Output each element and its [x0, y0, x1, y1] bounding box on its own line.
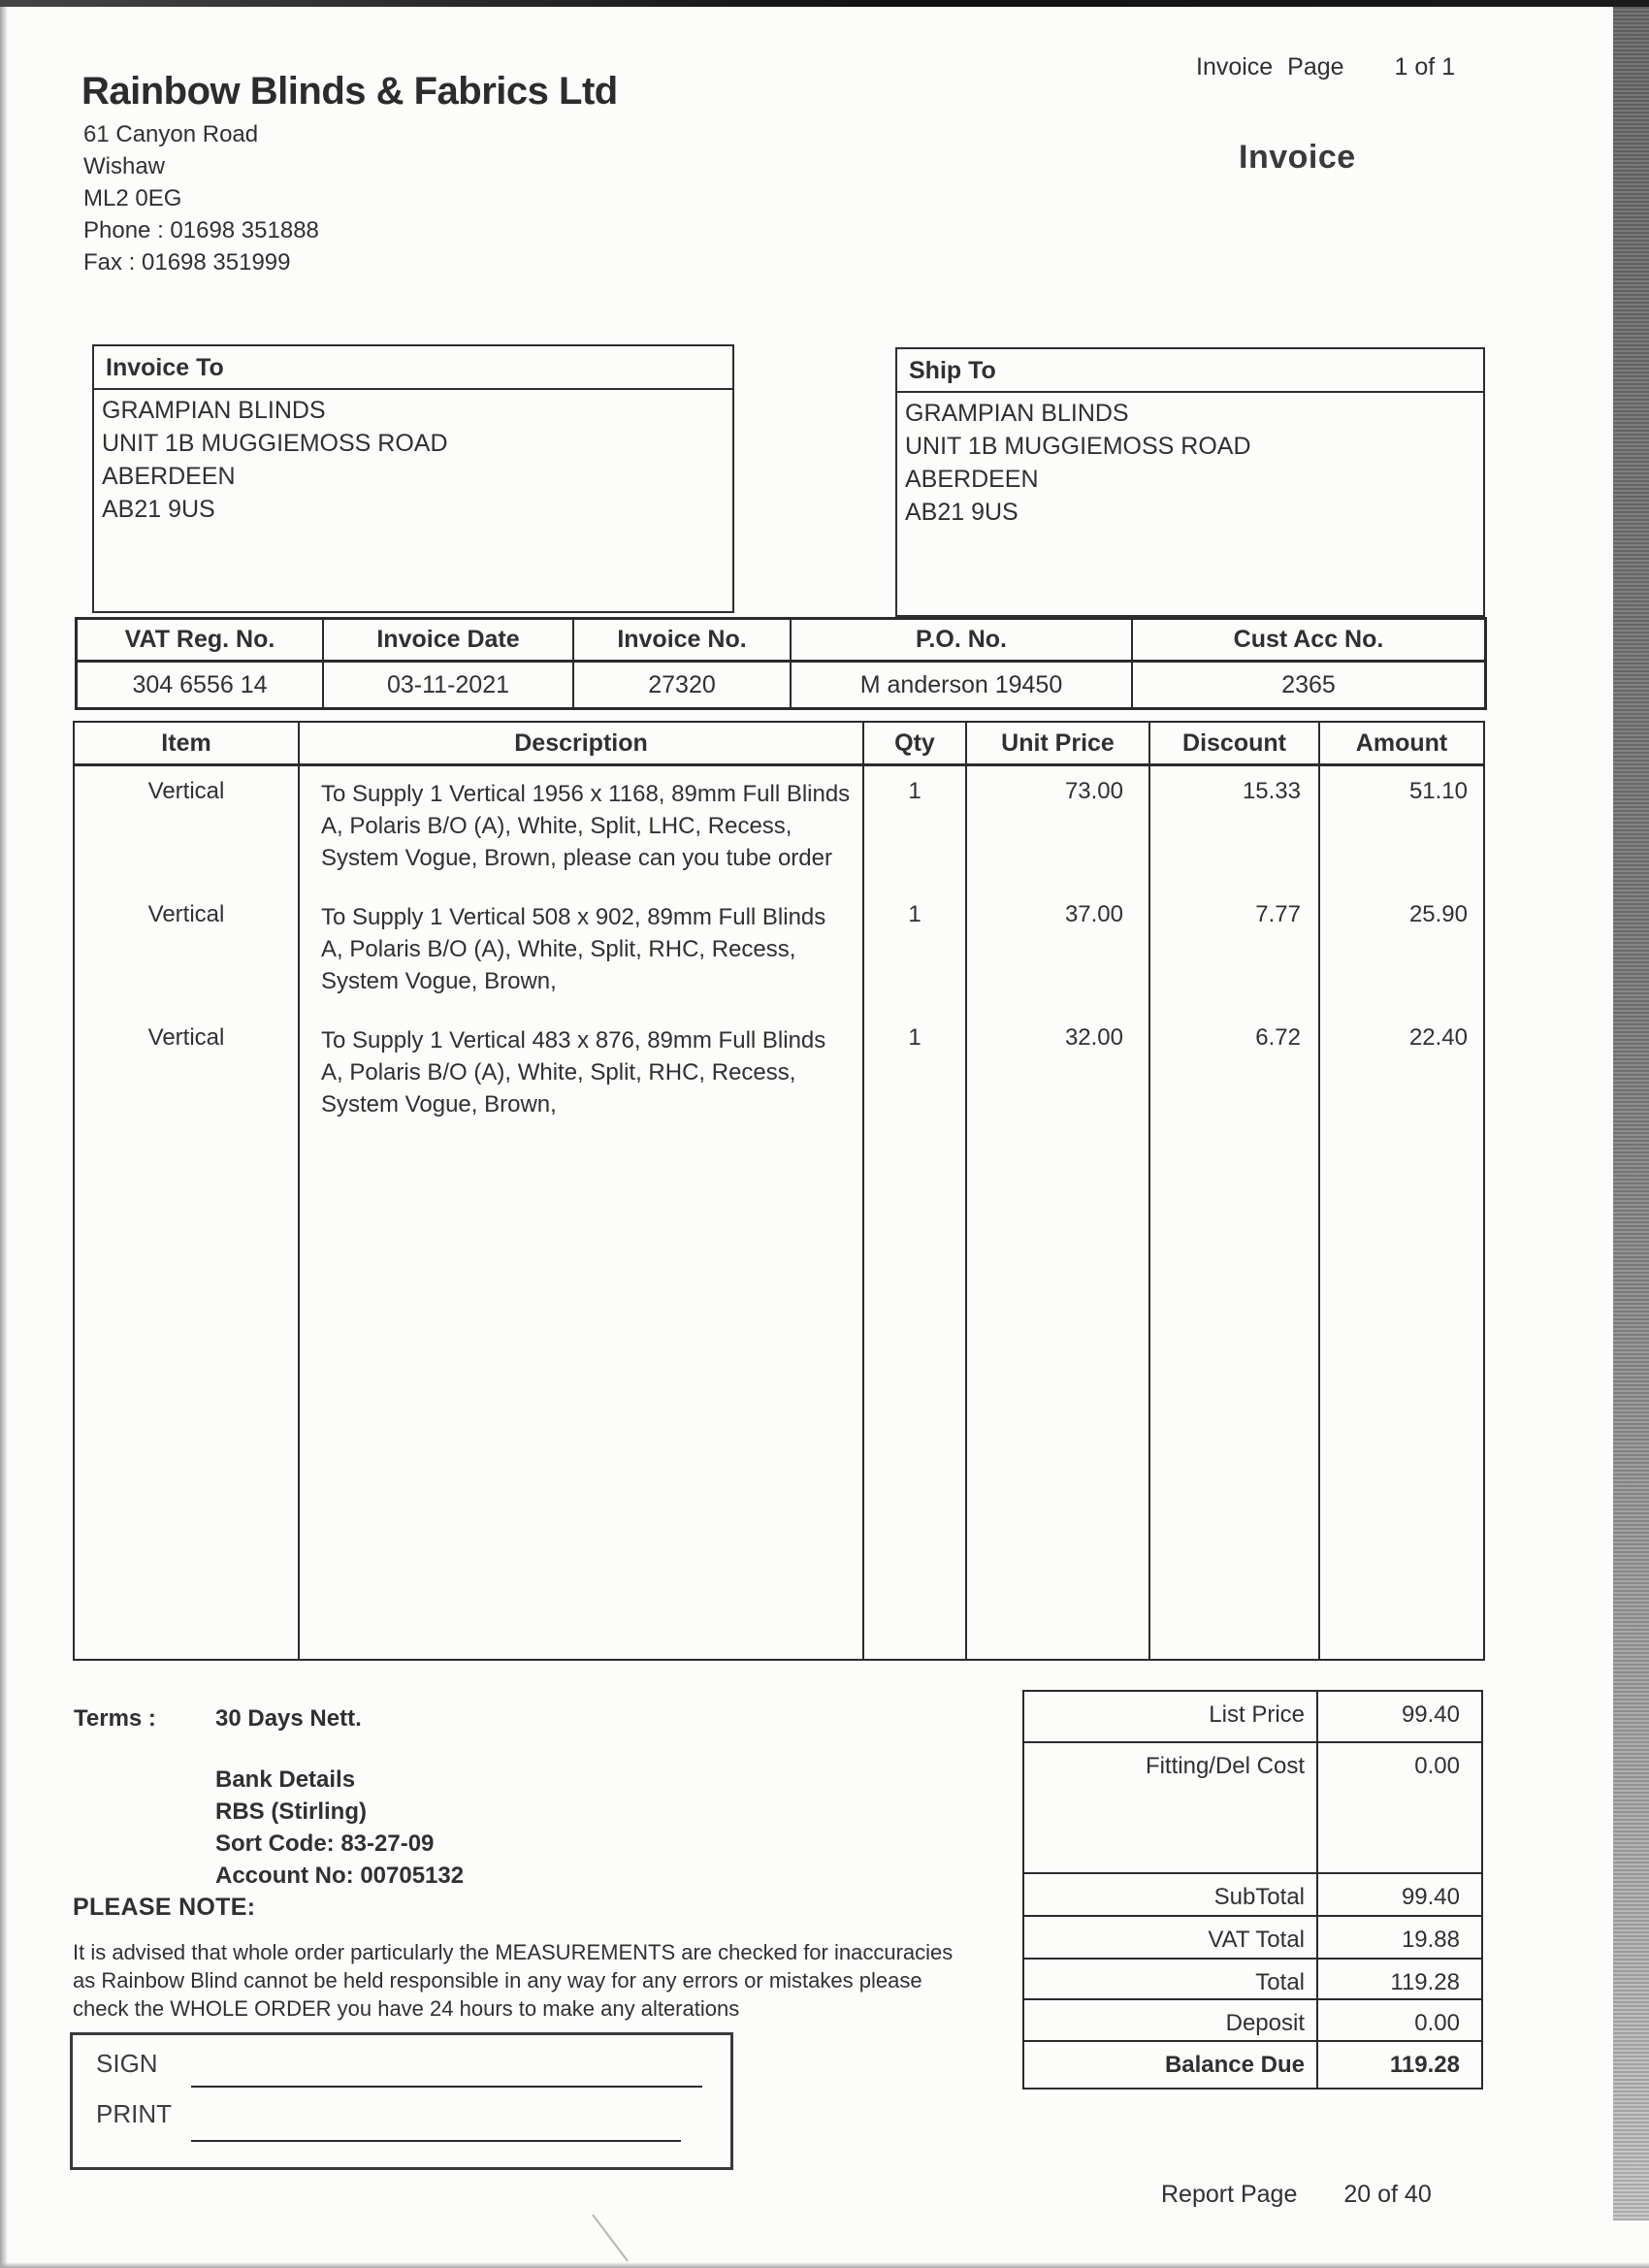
totals-value-fitting-del-cost: 0.00: [1318, 1743, 1481, 1874]
totals-value-balance-due: 119.28: [1389, 2052, 1460, 2078]
ship-to-line: GRAMPIAN BLINDS: [905, 400, 1129, 427]
meta-header-vat-reg: VAT Reg. No.: [78, 620, 322, 663]
invoice-to-label: Invoice To: [94, 346, 732, 390]
meta-value-cust-acc: 2365: [1131, 663, 1484, 707]
meta-header-invoice-no: Invoice No.: [572, 620, 790, 663]
totals-label-vat-total: VAT Total: [1024, 1917, 1318, 1960]
bank-details-heading: Bank Details: [215, 1766, 356, 1793]
invoice-to-line: GRAMPIAN BLINDS: [102, 397, 326, 424]
totals-label-list-price: List Price: [1024, 1692, 1318, 1743]
items-filler-cell: [965, 1136, 1148, 1659]
item-discount: 15.33: [1148, 766, 1318, 890]
scan-scratch-mark: [592, 2214, 629, 2261]
totals-label-fitting-del-cost: Fitting/Del Cost: [1024, 1743, 1318, 1874]
totals-value-total: 119.28: [1318, 1960, 1481, 2000]
items-header-amount: Amount: [1318, 723, 1483, 766]
please-note-body: It is advised that whole order particularly the MEASUREMENTS are checked for inaccuracies as Rainbow Blind cannot be held responsible in any way for any errors or mistakes please check the WHOLE ORDER you have 24 hours to make any alterations: [73, 1940, 954, 2021]
meta-value-invoice-no: 27320: [572, 663, 790, 707]
totals-label-deposit: Deposit: [1024, 2000, 1318, 2042]
item-type: Vertical: [147, 1024, 225, 1051]
ship-to-address: [897, 393, 1483, 533]
ship-to-line: AB21 9US: [905, 499, 1018, 526]
item-amount: 25.90: [1318, 890, 1483, 1013]
items-filler-cell: [862, 1136, 965, 1659]
meta-value-vat-reg: 304 6556 14: [132, 670, 268, 698]
bank-name: RBS (Stirling): [215, 1798, 367, 1825]
signature-box: [70, 2032, 733, 2170]
totals-label-subtotal: SubTotal: [1024, 1874, 1318, 1917]
ship-to-label: Ship To: [897, 349, 1483, 393]
totals-value-vat-total: 19.88: [1318, 1917, 1481, 1960]
terms-line: [74, 1705, 362, 1733]
print-label: PRINT: [96, 2099, 172, 2128]
scanner-edge-left: [0, 7, 8, 2268]
print-line: [191, 2140, 681, 2142]
report-page-label: Report Page: [1161, 2181, 1298, 2208]
item-description: To Supply 1 Vertical 483 x 876, 89mm Full Blinds A, Polaris B/O (A), White, Split, RHC, Recess, System Vogue, Brown,: [298, 1013, 862, 1136]
invoice-page-indicator: [1196, 53, 1455, 81]
meta-header-invoice-date: Invoice Date: [322, 620, 572, 663]
meta-header-cust-acc: Cust Acc No.: [1131, 620, 1484, 663]
report-page-value: 20 of 40: [1343, 2181, 1432, 2208]
item-amount: 22.40: [1318, 1013, 1483, 1136]
line-items-table: [73, 721, 1485, 1661]
scanner-edge-bottom: [0, 2262, 1649, 2268]
terms-label: Terms :: [74, 1705, 156, 1732]
totals-label-balance-due: Balance Due: [1024, 2042, 1318, 2088]
item-description: To Supply 1 Vertical 1956 x 1168, 89mm Full Blinds A, Polaris B/O (A), White, Split, LHC, Recess, System Vogue, Brown, please can you tube order: [298, 766, 862, 890]
items-header-description: Description: [298, 723, 862, 766]
items-header-unit-price: Unit Price: [965, 723, 1148, 766]
company-fax: Fax : 01698 351999: [83, 249, 291, 275]
items-filler-cell: [1318, 1136, 1483, 1659]
items-header-item: Item: [75, 723, 298, 766]
sign-line: [191, 2086, 702, 2088]
please-note-heading: PLEASE NOTE:: [73, 1894, 256, 1921]
invoice-page-value: 1 of 1: [1394, 53, 1456, 81]
item-type: Vertical: [147, 778, 225, 804]
ship-to-box: [895, 347, 1485, 617]
totals-label-total: Total: [1024, 1960, 1318, 2000]
items-filler-cell: [1148, 1136, 1318, 1659]
bank-sort-code: Sort Code: 83-27-09: [215, 1831, 435, 1857]
company-address-line: Wishaw: [83, 153, 166, 179]
item-type: Vertical: [147, 901, 225, 927]
invoice-page-label: Invoice Page: [1196, 53, 1344, 81]
item-qty: 1: [862, 890, 965, 1013]
items-header-qty: Qty: [862, 723, 965, 766]
scanner-edge-top: [0, 0, 1649, 7]
bank-account-no: Account No: 00705132: [215, 1863, 465, 1889]
meta-value-invoice-date: 03-11-2021: [322, 663, 572, 707]
meta-value-po-no: M anderson 19450: [790, 663, 1131, 707]
scanner-edge-right: [1613, 7, 1649, 2220]
company-address: [83, 118, 319, 278]
company-address-line: 61 Canyon Road: [83, 121, 259, 147]
report-page-indicator: [1161, 2181, 1432, 2209]
company-address-line: ML2 0EG: [83, 185, 182, 211]
items-header-discount: Discount: [1148, 723, 1318, 766]
invoice-to-line: UNIT 1B MUGGIEMOSS ROAD: [102, 430, 448, 457]
totals-value-deposit: 0.00: [1318, 2000, 1481, 2042]
terms-value: 30 Days Nett.: [215, 1705, 362, 1732]
items-filler-cell: [298, 1136, 862, 1659]
invoice-meta-table: [75, 617, 1487, 710]
invoice-to-address: [94, 390, 732, 530]
item-qty: 1: [862, 1013, 965, 1136]
item-qty: 1: [862, 766, 965, 890]
item-description: To Supply 1 Vertical 508 x 902, 89mm Full Blinds A, Polaris B/O (A), White, Split, RHC, Recess, System Vogue, Brown,: [298, 890, 862, 1013]
sign-label: SIGN: [96, 2049, 158, 2078]
items-filler-cell: [75, 1136, 298, 1659]
company-name: Rainbow Blinds & Fabrics Ltd: [81, 70, 618, 113]
item-unit-price: 73.00: [965, 766, 1148, 890]
totals-value-subtotal: 99.40: [1318, 1874, 1481, 1917]
invoice-to-line: AB21 9US: [102, 496, 215, 523]
totals-box: [1022, 1690, 1483, 2090]
document-title: Invoice: [1239, 139, 1356, 176]
invoice-to-line: ABERDEEN: [102, 463, 236, 490]
ship-to-line: UNIT 1B MUGGIEMOSS ROAD: [905, 433, 1251, 460]
company-phone: Phone : 01698 351888: [83, 217, 319, 243]
item-amount: 51.10: [1318, 766, 1483, 890]
item-unit-price: 37.00: [965, 890, 1148, 1013]
item-discount: 7.77: [1148, 890, 1318, 1013]
meta-header-po-no: P.O. No.: [790, 620, 1131, 663]
bank-details: [215, 1764, 464, 1892]
item-discount: 6.72: [1148, 1013, 1318, 1136]
item-unit-price: 32.00: [965, 1013, 1148, 1136]
totals-value-list-price: 99.40: [1318, 1692, 1481, 1743]
invoice-to-box: [92, 344, 734, 613]
ship-to-line: ABERDEEN: [905, 466, 1039, 493]
